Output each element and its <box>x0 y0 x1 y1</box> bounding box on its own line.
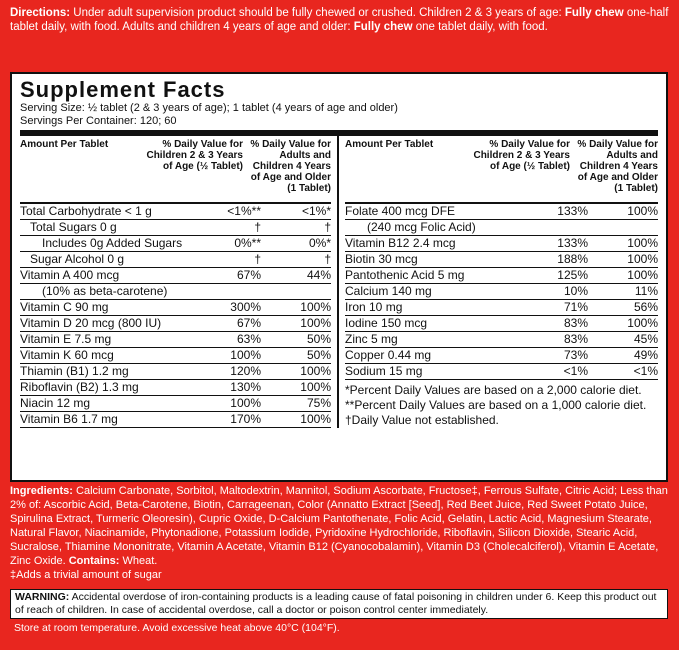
footnotes: *Percent Daily Values are based on a 2,000 calorie diet. **Percent Daily Values are based on a 1,000 calorie diet. †Daily Value not established. <box>345 383 647 427</box>
facts-title: Supplement Facts <box>20 77 226 102</box>
table-row: Vitamin K 60 mcg 100% 50% <box>20 348 331 362</box>
table-row: Total Sugars 0 g † † <box>20 220 331 236</box>
table-row: Total Carbohydrate < 1 g <1%** <1%* <box>20 204 331 218</box>
table-row: (240 mcg Folic Acid) <box>345 220 658 236</box>
table-row: Vitamin C 90 mg 300% 100% <box>20 300 331 314</box>
table-row: Vitamin B6 1.7 mg 170% 100% <box>20 412 331 426</box>
table-row: (10% as beta-carotene) <box>20 284 331 300</box>
left-column <box>20 136 339 428</box>
serving-size: Serving Size: ½ tablet (2 & 3 years of age); 1 tablet (4 years of age and older) <box>20 102 398 114</box>
table-row: Biotin 30 mcg 188% 100% <box>345 252 658 266</box>
table-row: Sugar Alcohol 0 g † † <box>20 252 331 268</box>
table-row: Zinc 5 mg 83% 45% <box>345 332 658 346</box>
directions: Directions: Under adult supervision product should be fully chewed or crushed. Children 2 & 3 years of age: Fully chew one-half tablet daily, with food. Adults and children 4 years of age and older: Fully chew one tablet daily, with food. <box>10 7 669 33</box>
table-row: Vitamin A 400 mcg 67% 44% <box>20 268 331 282</box>
supplement-facts-panel <box>10 72 668 482</box>
ingredients: Ingredients: Calcium Carbonate, Sorbitol, Maltodextrin, Mannitol, Sodium Ascorbate, Fructose‡, Ferrous Sulfate, Citric Acid; Less than 2% of: Ascorbic Acid, Beta-Carotene, Biotin, Carrageenan, Color (Annatto Extract [Seed], Red Beet Juice, Red Sweet Potato Juice, Spirulina Extract, Turmeric Oleoresin), Cupric Oxide, D-Calcium Pantothenate, Folic Acid, Gelatin, Lactic Acid, Magnesium Stearate, Natural Flavor, Niacinamide, Phytonadione, Potassium Iodide, Pyridoxine Hydrochloride, Riboflavin, Silicon Dioxide, Stearic Acid, Sucralose, Thiamine Mononitrate, Vitamin A Acetate, Vitamin B12 (Cyanocobalamin), Vitamin D3 (Cholecalciferol), Vitamin E Acetate, Zinc Oxide. Contains: Wheat. ‡Adds a trivial amount of sugar <box>10 485 668 581</box>
table-row: Pantothenic Acid 5 mg 125% 100% <box>345 268 658 282</box>
table-header: Amount Per Tablet % Daily Value for Children 2 & 3 Years of Age (½ Tablet) % Daily Value for Adults and Children 4 Years of Age and Older (1 Tablet) <box>345 136 658 204</box>
table-row: Niacin 12 mg 100% 75% <box>20 396 331 410</box>
table-row: Includes 0g Added Sugars 0%** 0%* <box>20 236 331 252</box>
table-row: Vitamin E 7.5 mg 63% 50% <box>20 332 331 346</box>
table-row: Folate 400 mcg DFE 133% 100% <box>345 204 658 218</box>
table-row: Vitamin D 20 mcg (800 IU) 67% 100% <box>20 316 331 330</box>
table-row: Copper 0.44 mg 73% 49% <box>345 348 658 362</box>
table-row: Sodium 15 mg <1% <1% <box>345 364 658 378</box>
right-column <box>339 136 658 428</box>
table-row: Riboflavin (B2) 1.3 mg 130% 100% <box>20 380 331 394</box>
directions-label: Directions: <box>10 7 71 19</box>
table-row: Vitamin B12 2.4 mcg 133% 100% <box>345 236 658 250</box>
servings-per-container: Servings Per Container: 120; 60 <box>20 115 177 127</box>
table-row: Iodine 150 mcg 83% 100% <box>345 316 658 330</box>
table-row: Calcium 140 mg 10% 11% <box>345 284 658 298</box>
storage-text: Store at room temperature. Avoid excessive heat above 40°C (104°F). <box>14 622 340 634</box>
table-row: Iron 10 mg 71% 56% <box>345 300 658 314</box>
warning-box: WARNING: Accidental overdose of iron-containing products is a leading cause of fatal poisoning in children under 6. Keep this product out of reach of children. In case of accidental overdose, call a doctor or poison control center immediately. <box>10 589 668 619</box>
table-header: Amount Per Tablet % Daily Value for Children 2 & 3 Years of Age (½ Tablet) % Daily Value for Adults and Children 4 Years of Age and Older (1 Tablet) <box>20 136 331 204</box>
table-row: Thiamin (B1) 1.2 mg 120% 100% <box>20 364 331 378</box>
